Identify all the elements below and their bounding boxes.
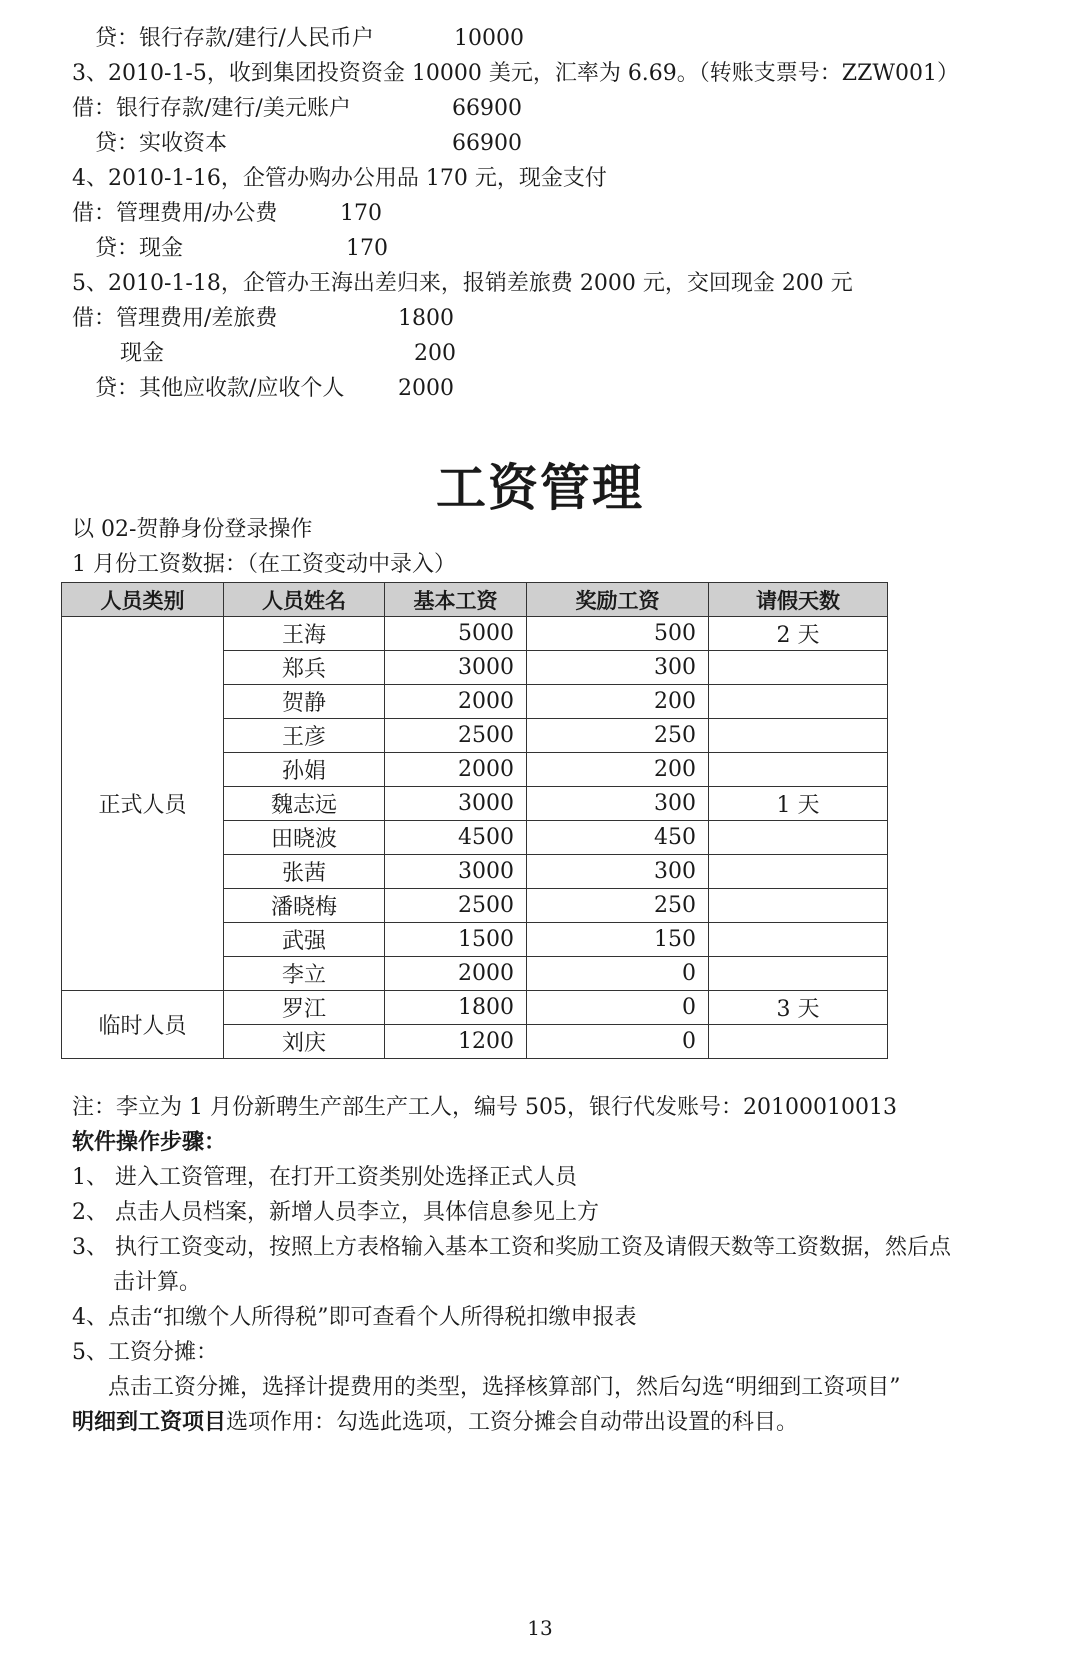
header-category: 人员类别 [62, 583, 224, 617]
entry4-debit-amount: 170 [340, 201, 382, 226]
table-header-row [62, 583, 888, 617]
cell-bonus: 250 [527, 889, 709, 923]
entry3-credit-amount: 66900 [452, 131, 522, 156]
step-3-continued: 击计算。 [113, 1270, 202, 1295]
entry3-description: 3、2010-1-5，收到集团投资资金 10000 美元，汇率为 6.69。（转账支票号：ZZW001） [72, 61, 959, 86]
header-leave-days: 请假天数 [709, 583, 888, 617]
page-number: 13 [527, 1616, 553, 1640]
cell-base: 3000 [385, 855, 527, 889]
option-explanation [72, 1408, 798, 1438]
cell-base: 1500 [385, 923, 527, 957]
cell-bonus: 450 [527, 821, 709, 855]
cell-bonus: 200 [527, 753, 709, 787]
cell-base: 1200 [385, 1025, 527, 1059]
cell-bonus: 250 [527, 719, 709, 753]
cell-name: 张茜 [224, 855, 385, 889]
cell-leave: 2 天 [709, 617, 888, 651]
cell-name: 魏志远 [224, 787, 385, 821]
table-row [62, 617, 888, 651]
cell-bonus: 300 [527, 651, 709, 685]
cell-bonus: 300 [527, 787, 709, 821]
entry5-credit-amount: 2000 [398, 376, 454, 401]
cell-name: 孙娟 [224, 753, 385, 787]
entry3-credit-label: 贷：实收资本 [95, 131, 228, 156]
cell-leave [709, 923, 888, 957]
login-instruction: 以 02-贺静身份登录操作 [72, 517, 313, 542]
cell-name: 贺静 [224, 685, 385, 719]
cell-name: 王海 [224, 617, 385, 651]
section-title: 工资管理 [436, 459, 644, 517]
note-text: 注：李立为 1 月份新聘生产部生产工人，编号 505，银行代发账号：20100010013 [72, 1095, 897, 1120]
step-4: 4、点击“扣缴个人所得税”即可查看个人所得税扣缴申报表 [72, 1305, 637, 1330]
entry5-credit-label: 贷：其他应收款/应收个人 [95, 376, 345, 401]
entry4-credit-amount: 170 [346, 236, 388, 261]
cell-bonus: 0 [527, 957, 709, 991]
cell-name: 武强 [224, 923, 385, 957]
cell-base: 4500 [385, 821, 527, 855]
cell-base: 5000 [385, 617, 527, 651]
entry2-credit-label: 贷：银行存款/建行/人民币户 [95, 26, 374, 51]
cell-base: 2000 [385, 957, 527, 991]
cell-leave [709, 685, 888, 719]
entry5-debit-amount: 1800 [398, 306, 454, 331]
cell-leave: 3 天 [709, 991, 888, 1025]
cell-bonus: 200 [527, 685, 709, 719]
step-5: 5、工资分摊： [72, 1340, 218, 1365]
data-caption: 1 月份工资数据：（在工资变动中录入） [72, 552, 456, 577]
cell-base: 3000 [385, 787, 527, 821]
cell-name: 王彦 [224, 719, 385, 753]
cell-leave [709, 651, 888, 685]
cell-bonus: 500 [527, 617, 709, 651]
cell-name: 田晓波 [224, 821, 385, 855]
cell-leave: 1 天 [709, 787, 888, 821]
entry5-debit-label: 借：管理费用/差旅费 [72, 306, 278, 331]
entry5-debit2-label: 现金 [120, 341, 165, 366]
category-regular: 正式人员 [62, 617, 224, 991]
table-row [62, 991, 888, 1025]
cell-name: 罗江 [224, 991, 385, 1025]
entry4-description: 4、2010-1-16，企管办购办公用品 170 元，现金支付 [72, 166, 607, 191]
entry5-description: 5、2010-1-18，企管办王海出差归来，报销差旅费 2000 元，交回现金 200 元 [72, 271, 853, 296]
cell-name: 刘庆 [224, 1025, 385, 1059]
cell-base: 2000 [385, 685, 527, 719]
cell-bonus: 300 [527, 855, 709, 889]
cell-base: 1800 [385, 991, 527, 1025]
cell-leave [709, 753, 888, 787]
category-temporary: 临时人员 [62, 991, 224, 1059]
cell-bonus: 0 [527, 1025, 709, 1059]
cell-base: 2000 [385, 753, 527, 787]
cell-base: 3000 [385, 651, 527, 685]
cell-name: 郑兵 [224, 651, 385, 685]
cell-name: 李立 [224, 957, 385, 991]
payroll-table [61, 582, 888, 1059]
option-term: 明细到工资项目 [72, 1410, 227, 1435]
entry2-credit-amount: 10000 [454, 26, 524, 51]
cell-bonus: 150 [527, 923, 709, 957]
entry4-credit-label: 贷：现金 [95, 236, 184, 261]
header-base-salary: 基本工资 [385, 583, 527, 617]
cell-leave [709, 719, 888, 753]
step-5-detail: 点击工资分摊，选择计提费用的类型，选择核算部门，然后勾选“明细到工资项目” [108, 1375, 901, 1400]
step-2: 2、 点击人员档案，新增人员李立，具体信息参见上方 [72, 1200, 599, 1225]
cell-leave [709, 889, 888, 923]
cell-leave [709, 855, 888, 889]
header-name: 人员姓名 [224, 583, 385, 617]
cell-leave [709, 821, 888, 855]
steps-title: 软件操作步骤： [72, 1130, 227, 1155]
cell-base: 2500 [385, 719, 527, 753]
entry3-debit-label: 借：银行存款/建行/美元账户 [72, 96, 351, 121]
cell-leave [709, 1025, 888, 1059]
header-bonus: 奖励工资 [527, 583, 709, 617]
step-1: 1、 进入工资管理，在打开工资类别处选择正式人员 [72, 1165, 577, 1190]
cell-base: 2500 [385, 889, 527, 923]
entry5-debit2-amount: 200 [414, 341, 456, 366]
option-description: 选项作用：勾选此选项，工资分摊会自动带出设置的科目。 [226, 1410, 799, 1435]
cell-bonus: 0 [527, 991, 709, 1025]
cell-name: 潘晓梅 [224, 889, 385, 923]
cell-leave [709, 957, 888, 991]
entry3-debit-amount: 66900 [452, 96, 522, 121]
entry4-debit-label: 借：管理费用/办公费 [72, 201, 278, 226]
step-3: 3、 执行工资变动，按照上方表格输入基本工资和奖励工资及请假天数等工资数据，然后点 [72, 1235, 951, 1260]
